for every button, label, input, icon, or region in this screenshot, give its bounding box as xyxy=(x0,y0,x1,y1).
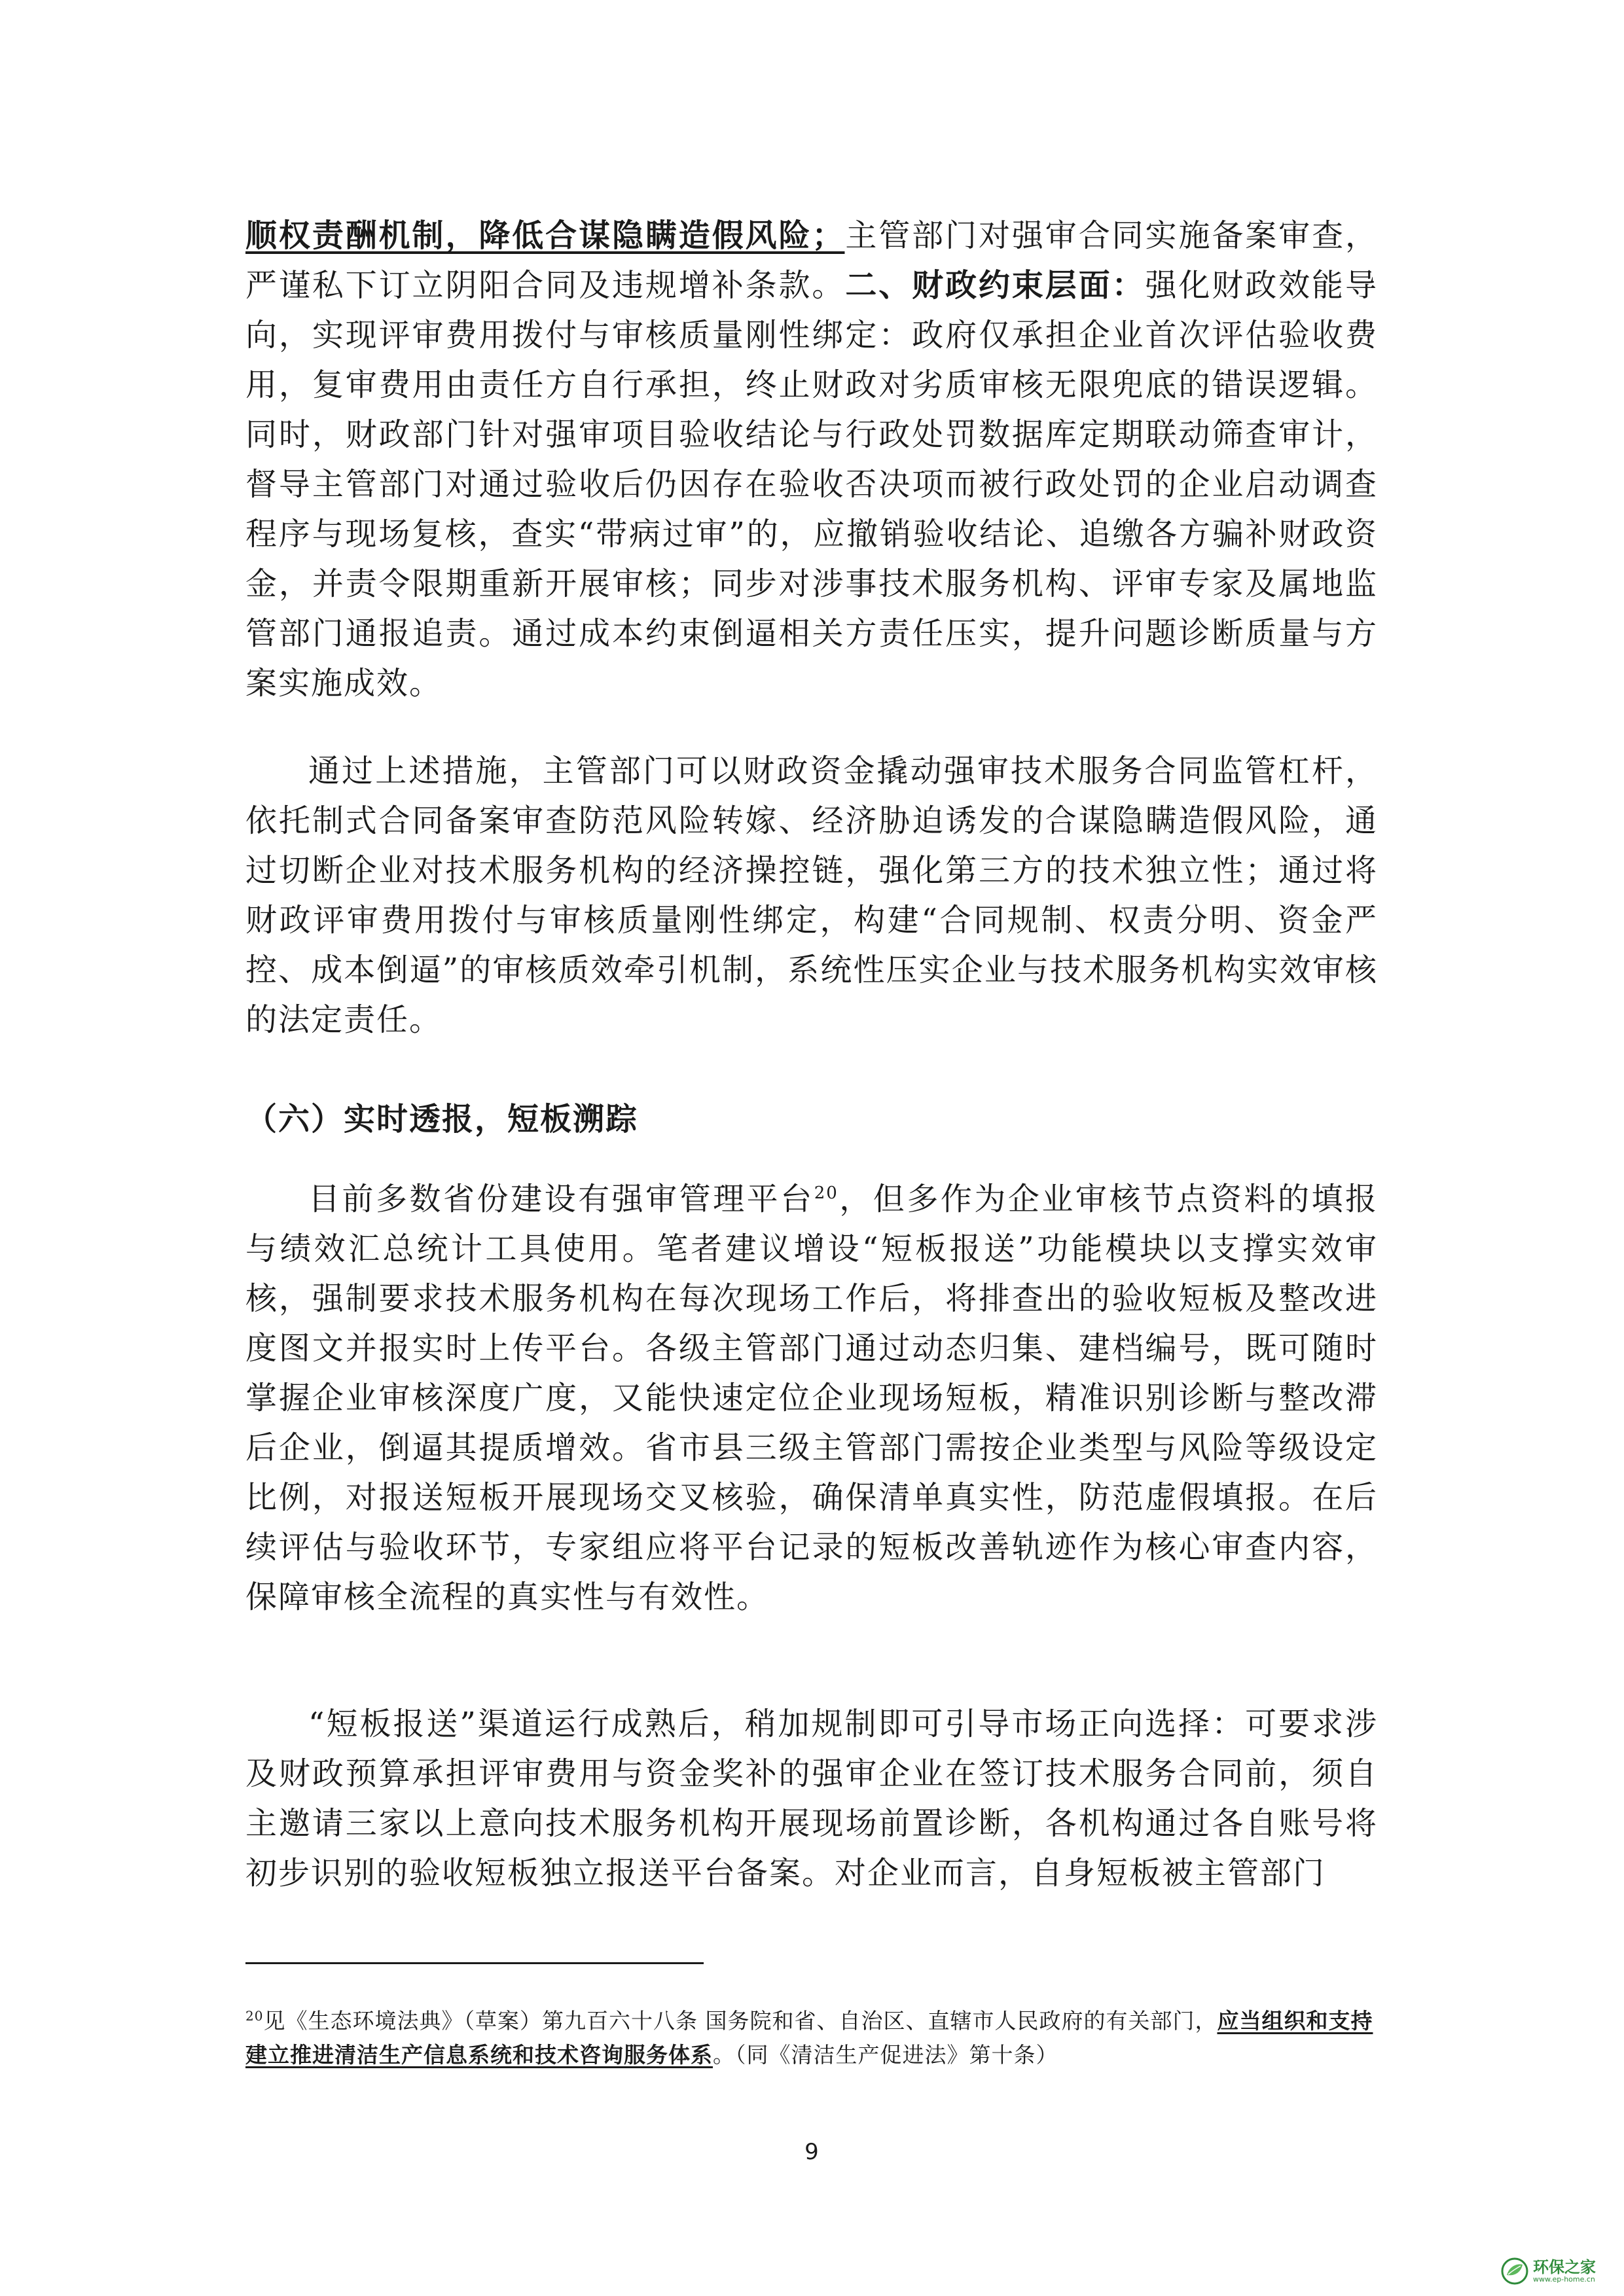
footnote-reference[interactable]: 20 xyxy=(814,1183,839,1203)
paragraph-text: 目前多数省份建设有强审管理平台 xyxy=(308,1181,814,1217)
paragraph-financial-constraint xyxy=(245,211,1378,708)
footnote-text: 。（同《清洁生产促进法》第十条） xyxy=(713,2042,1058,2068)
section-heading: （六）实时透报，短板溯踪 xyxy=(245,1101,639,1138)
bold-subheading: 二、财政约束层面： xyxy=(845,267,1146,304)
paragraph-text: 主管部门对强审合同实施备案审查，严谨私下订立阴阳合同及违规增补条款。 xyxy=(245,217,1378,304)
paragraph-summary: 通过上述措施，主管部门可以财政资金撬动强审技术服务合同监管杠杆，依托制式合同备案审查防范风险转嫁、经济胁迫诱发的合谋隐瞒造假风险，通过切断企业对技术服务机构的经济操控链，强化第三方的技术独立性；通过将财政评审费用拨付与审核质量刚性绑定，构建“合同规制、权责分明、资金严控、成本倒逼”的审核质效牵引机制，系统性压实企业与技术服务机构实效审核的法定责任。 xyxy=(245,753,1378,1038)
footnote-text: 见《生态环境法典》（草案）第九百六十八条 国务院和省、自治区、直辖市人民政府的有关部门， xyxy=(263,2008,1218,2034)
footnote-underlined-text: 应当组织和支持建立推进清洁生产信息系统和技术咨询服务体系 xyxy=(245,2008,1373,2068)
watermark-logo xyxy=(1500,2257,1596,2286)
page-number: 9 xyxy=(804,2139,819,2165)
watermark-url: www.ep-home.cn xyxy=(1533,2275,1595,2284)
watermark-name: 环保之家 xyxy=(1533,2258,1596,2276)
paragraph-platform xyxy=(245,1174,1378,1622)
paragraph-text: ，但多作为企业审核节点资料的填报与绩效汇总统计工具使用。笔者建议增设“短板报送”功能模块以支撑实效审核，强制要求技术服务机构在每次现场工作后，将排查出的验收短板及整改进度图文并报实时上传平台。各级主管部门通过动态归集、建档编号，既可随时掌握企业审核深度广度，又能快速定位企业现场短板，精准识别诊断与整改滞后企业，倒逼其提质增效。省市县三级主管部门需按企业类型与风险等级设定比例，对报送短板开展现场交叉核验，确保清单真实性，防范虚假填报。在后续评估与验收环节，专家组应将平台记录的短板改善轨迹作为核心审查内容，保障审核全流程的真实性与有效性。 xyxy=(245,1181,1378,1615)
footnote-divider xyxy=(245,1962,704,1964)
paragraph-reporting-channel: “短板报送”渠道运行成熟后，稍加规制即可引导市场正向选择：可要求涉及财政预算承担评审费用与资金奖补的强审企业在签订技术服务合同前，须自主邀请三家以上意向技术服务机构开展现场前置诊断，各机构通过各自账号将初步识别的验收短板独立报送平台备案。对企业而言，自身短板被主管部门 xyxy=(245,1706,1378,1892)
paragraph-text: 强化财政效能导向，实现评审费用拨付与审核质量刚性绑定：政府仅承担企业首次评估验收费用，复审费用由责任方自行承担，终止财政对劣质审核无限兜底的错误逻辑。同时，财政部门针对强审项目验收结论与行政处罚数据库定期联动筛查审计，督导主管部门对通过验收后仍因存在验收否决项而被行政处罚的企业启动调查程序与现场复核，查实“带病过审”的，应撤销验收结论、追缴各方骗补财政资金，并责令限期重新开展审核；同步对涉事技术服务机构、评审专家及属地监管部门通报追责。通过成本约束倒逼相关方责任压实，提升问题诊断质量与方案实施成效。 xyxy=(245,267,1378,702)
footnote xyxy=(245,2004,1378,2072)
bold-underlined-lead: 顺权责酬机制，降低合谋隐瞒造假风险； xyxy=(245,217,845,254)
leaf-globe-icon xyxy=(1500,2257,1529,2286)
footnote-number: 20 xyxy=(245,2008,264,2024)
